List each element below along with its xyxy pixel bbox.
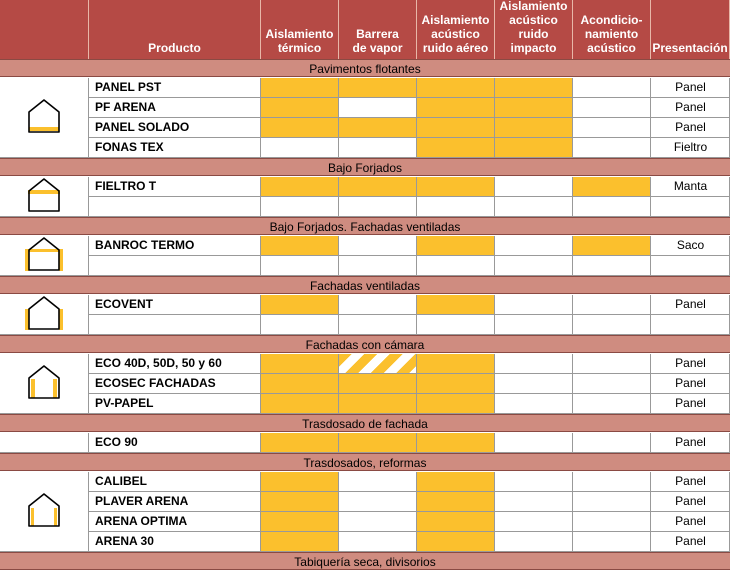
property-cell-barrera bbox=[339, 78, 417, 98]
property-cell-impacto bbox=[495, 295, 573, 315]
product-cell bbox=[89, 394, 261, 414]
property-cell-termico bbox=[261, 472, 339, 492]
property-cell-termico bbox=[261, 98, 339, 118]
header-label: Presentación bbox=[652, 41, 728, 55]
property-cell-impacto bbox=[495, 532, 573, 552]
house-ceiling-icon-cell bbox=[0, 177, 89, 217]
product-name: PF ARENA bbox=[95, 100, 156, 114]
property-cell-acondicionamiento bbox=[573, 492, 651, 512]
property-cell-acondicionamiento bbox=[573, 472, 651, 492]
presentation-cell bbox=[651, 492, 730, 512]
property-cell-aereo bbox=[417, 492, 495, 512]
property-cell-aereo bbox=[417, 118, 495, 138]
property-cell-barrera bbox=[339, 315, 417, 335]
property-cell-barrera bbox=[339, 118, 417, 138]
product-cell bbox=[89, 138, 261, 158]
property-cell-termico bbox=[261, 138, 339, 158]
presentation-cell bbox=[651, 354, 730, 374]
property-cell-acondicionamiento bbox=[573, 256, 651, 276]
empty-icon-cell bbox=[0, 433, 89, 453]
property-cell-acondicionamiento bbox=[573, 532, 651, 552]
presentation-cell bbox=[651, 98, 730, 118]
property-cell-aereo bbox=[417, 374, 495, 394]
property-cell-termico bbox=[261, 118, 339, 138]
presentation-text: Panel bbox=[675, 514, 706, 528]
presentation-text: Panel bbox=[675, 80, 706, 94]
presentation-cell bbox=[651, 78, 730, 98]
presentation-text: Manta bbox=[673, 179, 708, 193]
header-label: Barrera de vapor bbox=[352, 27, 403, 55]
property-cell-barrera bbox=[339, 354, 417, 374]
header-impacto bbox=[495, 0, 573, 59]
presentation-text: Panel bbox=[675, 396, 706, 410]
property-cell-barrera bbox=[339, 98, 417, 118]
property-cell-termico bbox=[261, 394, 339, 414]
product-name: ECOSEC FACHADAS bbox=[95, 376, 216, 390]
header-label: Aislamiento acústico ruido aéreo bbox=[421, 13, 490, 55]
presentation-cell bbox=[651, 197, 730, 217]
property-cell-barrera bbox=[339, 236, 417, 256]
property-cell-acondicionamiento bbox=[573, 98, 651, 118]
property-cell-impacto bbox=[495, 177, 573, 197]
property-cell-acondicionamiento bbox=[573, 118, 651, 138]
presentation-cell bbox=[651, 236, 730, 256]
house-inner-walls-icon-cell bbox=[0, 472, 89, 552]
property-cell-acondicionamiento bbox=[573, 177, 651, 197]
property-cell-barrera bbox=[339, 492, 417, 512]
product-cell bbox=[89, 512, 261, 532]
product-name: FIELTRO T bbox=[95, 179, 157, 193]
property-cell-aereo bbox=[417, 512, 495, 532]
product-name: ARENA OPTIMA bbox=[95, 514, 188, 528]
property-cell-acondicionamiento bbox=[573, 78, 651, 98]
presentation-cell bbox=[651, 118, 730, 138]
presentation-text: Panel bbox=[675, 120, 706, 134]
product-name: BANROC TERMO bbox=[95, 238, 195, 252]
product-cell bbox=[89, 315, 261, 335]
property-cell-aereo bbox=[417, 433, 495, 453]
property-cell-acondicionamiento bbox=[573, 197, 651, 217]
product-cell bbox=[89, 118, 261, 138]
presentation-cell bbox=[651, 472, 730, 492]
property-cell-aereo bbox=[417, 394, 495, 414]
presentation-text: Fieltro bbox=[673, 140, 708, 154]
product-name: CALIBEL bbox=[95, 474, 147, 488]
product-cell bbox=[89, 433, 261, 453]
property-cell-impacto bbox=[495, 492, 573, 512]
property-cell-termico bbox=[261, 78, 339, 98]
header-label: Producto bbox=[148, 41, 201, 55]
property-cell-impacto bbox=[495, 256, 573, 276]
property-cell-termico bbox=[261, 512, 339, 532]
presentation-text: Panel bbox=[675, 356, 706, 370]
product-cell bbox=[89, 354, 261, 374]
property-cell-barrera bbox=[339, 512, 417, 532]
house-ceiling-icon bbox=[24, 174, 64, 219]
presentation-cell bbox=[651, 532, 730, 552]
property-cell-impacto bbox=[495, 78, 573, 98]
house-cavity-walls-icon bbox=[24, 361, 64, 406]
product-name: ARENA 30 bbox=[95, 534, 154, 548]
property-cell-barrera bbox=[339, 138, 417, 158]
property-cell-aereo bbox=[417, 256, 495, 276]
product-cell bbox=[89, 492, 261, 512]
property-cell-aereo bbox=[417, 177, 495, 197]
header-aereo bbox=[417, 0, 495, 59]
property-cell-barrera bbox=[339, 295, 417, 315]
house-ceiling-walls-icon bbox=[24, 233, 64, 278]
presentation-cell bbox=[651, 374, 730, 394]
property-cell-termico bbox=[261, 315, 339, 335]
property-cell-termico bbox=[261, 197, 339, 217]
presentation-cell bbox=[651, 433, 730, 453]
presentation-text: Panel bbox=[675, 376, 706, 390]
property-cell-termico bbox=[261, 256, 339, 276]
property-cell-impacto bbox=[495, 354, 573, 374]
house-ceiling-walls-icon-cell bbox=[0, 236, 89, 276]
property-cell-aereo bbox=[417, 315, 495, 335]
property-cell-barrera bbox=[339, 394, 417, 414]
product-cell bbox=[89, 256, 261, 276]
section-title: Fachadas ventiladas bbox=[0, 276, 730, 294]
section-title: Trasdosados, reformas bbox=[0, 453, 730, 471]
header-icon-column bbox=[0, 0, 89, 59]
product-name: PANEL PST bbox=[95, 80, 162, 94]
property-cell-acondicionamiento bbox=[573, 315, 651, 335]
header-barrera bbox=[339, 0, 417, 59]
property-cell-aereo bbox=[417, 197, 495, 217]
property-cell-aereo bbox=[417, 98, 495, 118]
presentation-text: Panel bbox=[675, 534, 706, 548]
property-cell-impacto bbox=[495, 374, 573, 394]
presentation-cell bbox=[651, 256, 730, 276]
product-cell bbox=[89, 532, 261, 552]
property-cell-barrera bbox=[339, 256, 417, 276]
property-cell-impacto bbox=[495, 472, 573, 492]
presentation-cell bbox=[651, 177, 730, 197]
property-cell-impacto bbox=[495, 394, 573, 414]
house-outer-walls-icon-cell bbox=[0, 295, 89, 335]
property-cell-acondicionamiento bbox=[573, 354, 651, 374]
property-cell-barrera bbox=[339, 177, 417, 197]
property-cell-acondicionamiento bbox=[573, 433, 651, 453]
property-cell-aereo bbox=[417, 78, 495, 98]
header-termico bbox=[261, 0, 339, 59]
product-cell bbox=[89, 472, 261, 492]
property-cell-barrera bbox=[339, 472, 417, 492]
product-cell bbox=[89, 295, 261, 315]
house-floor-icon bbox=[24, 95, 64, 140]
property-cell-aereo bbox=[417, 138, 495, 158]
property-cell-barrera bbox=[339, 374, 417, 394]
property-cell-impacto bbox=[495, 197, 573, 217]
product-name: FONAS TEX bbox=[95, 140, 164, 154]
property-cell-termico bbox=[261, 354, 339, 374]
presentation-text: Panel bbox=[675, 435, 706, 449]
product-cell bbox=[89, 236, 261, 256]
property-cell-impacto bbox=[495, 138, 573, 158]
product-name: ECO 40D, 50D, 50 y 60 bbox=[95, 356, 222, 370]
property-cell-impacto bbox=[495, 315, 573, 335]
property-cell-acondicionamiento bbox=[573, 374, 651, 394]
product-cell bbox=[89, 177, 261, 197]
header-label: Aislamiento acústico ruido impacto bbox=[499, 0, 568, 55]
presentation-text: Panel bbox=[675, 297, 706, 311]
presentation-cell bbox=[651, 138, 730, 158]
section-title: Tabiquería seca, divisorios bbox=[0, 552, 730, 570]
section-title: Bajo Forjados bbox=[0, 158, 730, 176]
property-cell-impacto bbox=[495, 433, 573, 453]
property-cell-termico bbox=[261, 177, 339, 197]
property-cell-aereo bbox=[417, 295, 495, 315]
property-cell-termico bbox=[261, 532, 339, 552]
property-cell-impacto bbox=[495, 236, 573, 256]
property-cell-termico bbox=[261, 374, 339, 394]
presentation-cell bbox=[651, 295, 730, 315]
product-cell bbox=[89, 197, 261, 217]
house-outer-walls-icon bbox=[24, 292, 64, 337]
property-cell-acondicionamiento bbox=[573, 236, 651, 256]
property-cell-acondicionamiento bbox=[573, 394, 651, 414]
property-cell-acondicionamiento bbox=[573, 295, 651, 315]
section-title: Bajo Forjados. Fachadas ventiladas bbox=[0, 217, 730, 235]
header-presentacion bbox=[651, 0, 730, 59]
header-acondicionamiento bbox=[573, 0, 651, 59]
presentation-cell bbox=[651, 394, 730, 414]
property-cell-impacto bbox=[495, 512, 573, 532]
product-name: ECO 90 bbox=[95, 435, 138, 449]
section-title: Fachadas con cámara bbox=[0, 335, 730, 353]
property-cell-termico bbox=[261, 433, 339, 453]
property-cell-aereo bbox=[417, 236, 495, 256]
property-cell-impacto bbox=[495, 98, 573, 118]
presentation-text: Panel bbox=[675, 474, 706, 488]
property-cell-aereo bbox=[417, 472, 495, 492]
property-cell-acondicionamiento bbox=[573, 138, 651, 158]
property-cell-termico bbox=[261, 492, 339, 512]
header-label: Acondicio- namiento acústico bbox=[580, 13, 643, 55]
house-cavity-walls-icon-cell bbox=[0, 354, 89, 414]
property-cell-aereo bbox=[417, 532, 495, 552]
presentation-text: Panel bbox=[675, 494, 706, 508]
property-cell-acondicionamiento bbox=[573, 512, 651, 532]
presentation-text: Panel bbox=[675, 100, 706, 114]
house-floor-icon-cell bbox=[0, 78, 89, 158]
house-inner-walls-icon bbox=[24, 489, 64, 534]
presentation-text: Saco bbox=[676, 238, 705, 252]
product-name: PLAVER ARENA bbox=[95, 494, 189, 508]
product-name: PANEL SOLADO bbox=[95, 120, 190, 134]
product-cell bbox=[89, 98, 261, 118]
property-cell-barrera bbox=[339, 197, 417, 217]
presentation-cell bbox=[651, 315, 730, 335]
property-cell-barrera bbox=[339, 433, 417, 453]
property-cell-termico bbox=[261, 236, 339, 256]
product-name: ECOVENT bbox=[95, 297, 154, 311]
product-name: PV-PAPEL bbox=[95, 396, 154, 410]
section-title: Trasdosado de fachada bbox=[0, 414, 730, 432]
property-cell-aereo bbox=[417, 354, 495, 374]
product-cell bbox=[89, 78, 261, 98]
product-cell bbox=[89, 374, 261, 394]
header-label: Aislamiento térmico bbox=[265, 27, 334, 55]
header-producto bbox=[89, 0, 261, 59]
presentation-cell bbox=[651, 512, 730, 532]
property-cell-termico bbox=[261, 295, 339, 315]
property-cell-impacto bbox=[495, 118, 573, 138]
section-title: Pavimentos flotantes bbox=[0, 59, 730, 77]
property-cell-barrera bbox=[339, 532, 417, 552]
